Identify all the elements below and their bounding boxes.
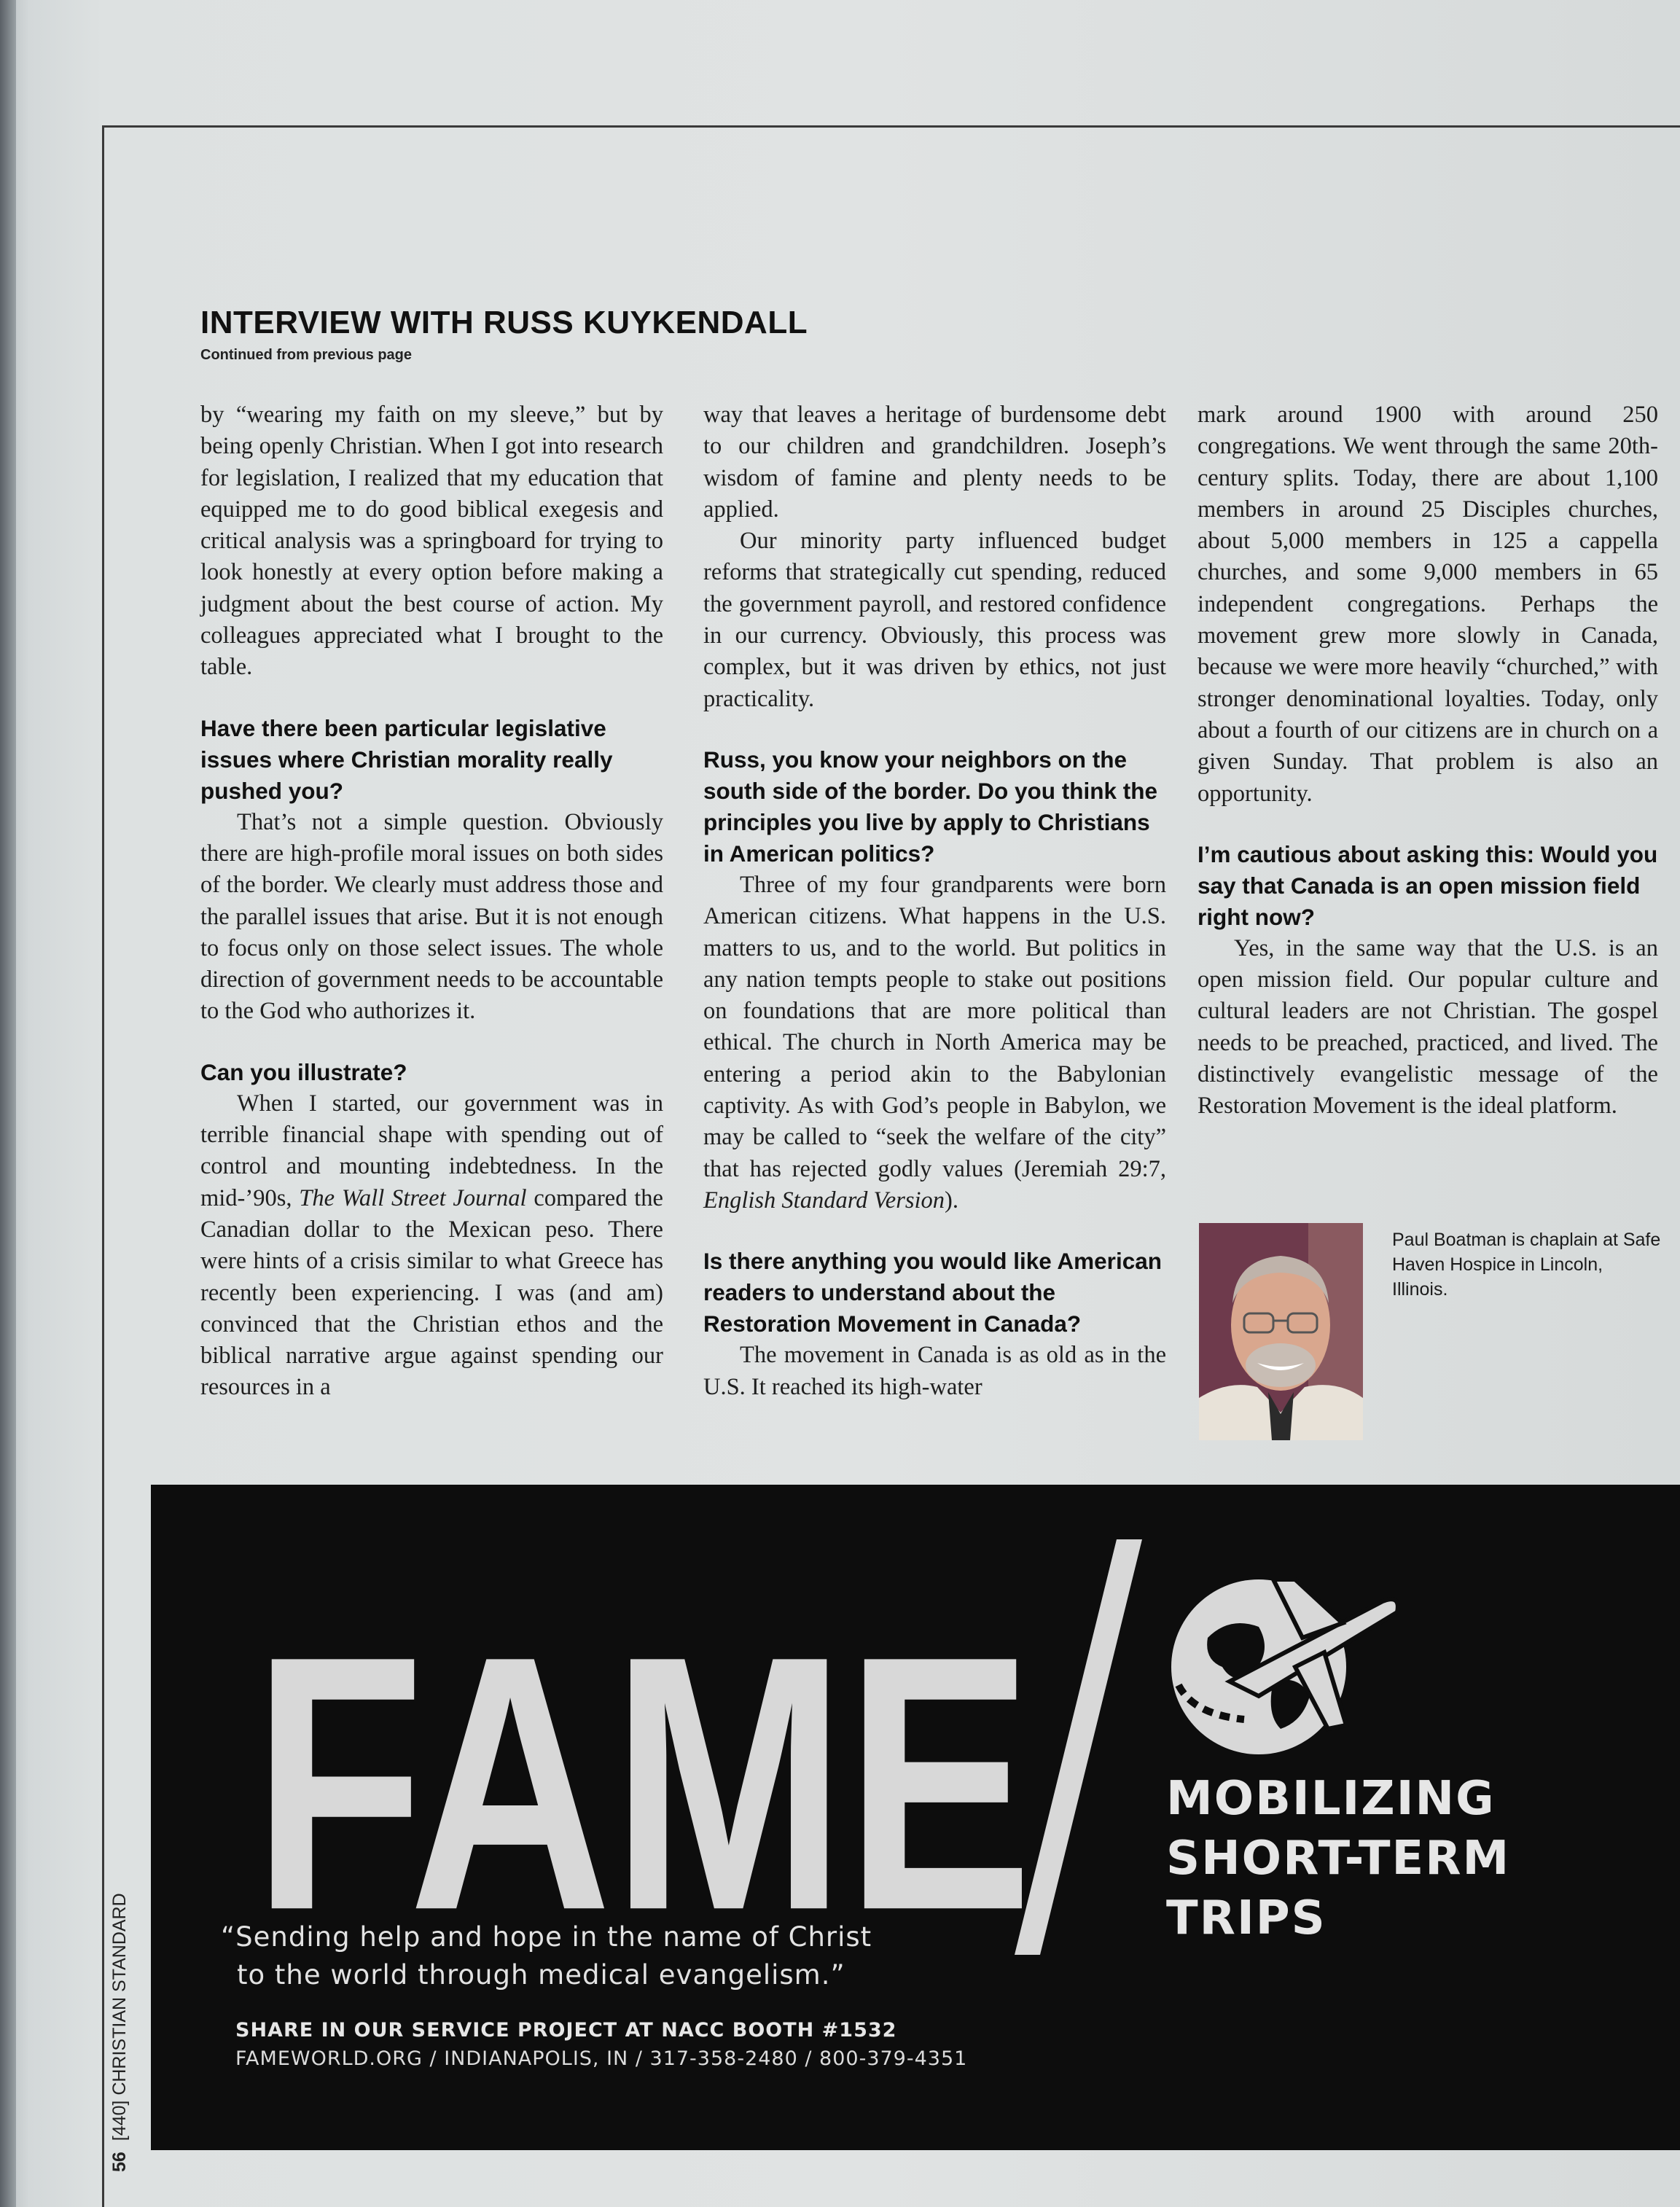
paragraph: Yes, in the same way that the U.S. is an open mission field. Our popular culture and cultural leaders are not Christian. The gospel needs to be preached, practiced, and lived. The distinctively evangelistic message of the Restoration Movement is the ideal platform. [1198,934,1658,1120]
paragraph: by “wearing my faith on my sleeve,” but by being openly Christian. When I got into research for legislation, I realized that my education that equipped me to do good biblical exegesis and critical analysis was a springboard for trying to look honestly at every option before making a judgment about the best course of action. My colleagues appreciated what I brought to the table. [200,402,663,681]
quote-line: “Sending help and hope in the name of Christ [221,1921,872,1953]
paragraph: way that leaves a heritage of burdensome debt to our children and grandchildren. Joseph’s wisdom of famine and plenty needs to be applied. [703,402,1166,523]
bible-version: English Standard Version [703,1187,945,1214]
fame-brand-text: FAME [252,1581,1033,1922]
interview-question: I’m cautious about asking this: Would you say that Canada is an open mission field right now? [1198,840,1658,930]
article-title: INTERVIEW WITH RUSS KUYKENDALL [200,305,808,340]
article-column-3 [1198,399,1658,1122]
globe-airplane-icon [1164,1558,1404,1762]
paragraph [703,870,1166,1216]
paragraph [200,1088,663,1404]
text-run: ). [945,1187,958,1214]
ad-contact-info: FAMEWORLD.ORG / INDIANAPOLIS, IN / 317-358-2480 / 800-379-4351 [235,2047,968,2070]
continued-note: Continued from previous page [200,347,413,363]
author-photo [1199,1223,1363,1440]
page-folio [109,1822,130,2172]
interview-question: Have there been particular legislative issues where Christian morality really pushed you? [200,714,613,804]
fame-advertisement [151,1485,1680,2150]
page-binding-shadow [0,0,16,2207]
author-bio [1199,1223,1665,1442]
tagline-line: SHORT-TERM [1166,1832,1511,1886]
ad-tagline [1166,1769,1633,1948]
slash-mark [1007,1539,1153,1955]
ad-call-to-action: SHARE IN OUR SERVICE PROJECT AT NACC BOOTH #1532 [235,2019,897,2042]
tagline-line: TRIPS [1166,1891,1327,1945]
issue-page: [440] [109,2100,130,2141]
paragraph: mark around 1900 with around 250 congregations. We went through the same 20th-century splits. Today, there are about 1,100 members in around 25 Disciples churches, about 5,000 members in 125 a cappella churches, and some 9,000 members in 65 independent congregations. Perhaps the movement grew more slowly in Canada, because we were more heavily “churched,” with stronger denominational loyalties. Today, only about a fourth of our citizens are in church on a given Sunday. That problem is also an opportunity. [1198,402,1658,807]
quote-line: to the world through medical evangelism.” [237,1959,845,1991]
text-run: When I started, our government was in terrible financial shape with spending out of control and mounting indebtedness. In the mid-’90s, [200,1090,663,1211]
page-number: 56 [109,2152,130,2172]
interview-question: Can you illustrate? [200,1058,407,1085]
paragraph: That’s not a simple question. Obviously there are high-profile moral issues on both sides of the border. We clearly must address those and the parallel issues that arise. But it is not enough to focus only on those select issues. The whole direction of government needs to be accountable to the God who authorizes it. [200,808,663,1025]
ad-quote [221,1918,1023,1994]
interview-question: Is there anything you would like American readers to understand about the Restoration Movement in Canada? [703,1248,1162,1337]
publication-name: CHRISTIAN STANDARD [109,1893,130,2095]
publication-name: The Wall Street Journal [299,1184,527,1211]
article-column-2 [703,399,1166,1403]
tagline-line: MOBILIZING [1166,1772,1496,1826]
author-bio-text: Paul Boatman is chaplain at Safe Haven Hospice in Lincoln, Illinois. [1392,1230,1661,1300]
paragraph: The movement in Canada is as old as in the U.S. It reached its high-water [703,1342,1166,1400]
fame-logo-wordmark [231,1536,1055,1922]
paragraph: Our minority party influenced budget reforms that strategically cut spending, reduced the government payroll, and restored confidence in our currency. Obviously, this process was complex, but it was driven by ethics, not just practicality. [703,528,1166,712]
article-column-1 [200,399,663,1404]
text-run: Three of my four grandparents were born American citizens. What happens in the U.S. matters to us, and to the world. But politics in any nation tempts people to stake out positions on foundations that are more political than ethical. The church in North America may be entering a period akin to the Babylonian captivity. As with God’s people in Babylon, we may be called to “seek the welfare of the city” that has rejected godly values (Jeremiah 29:7, [703,871,1166,1182]
text-run: compared the Canadian dollar to the Mexican peso. There were hints of a crisis similar to what Greece has recently been experiencing. I was (and am) convinced that the Christian ethos and the biblical narrative argue against spending our resources in a [200,1184,663,1401]
article-header [200,305,1002,364]
interview-question: Russ, you know your neighbors on the south side of the border. Do you think the principles you live by apply to Christians in American politics? [703,746,1158,867]
